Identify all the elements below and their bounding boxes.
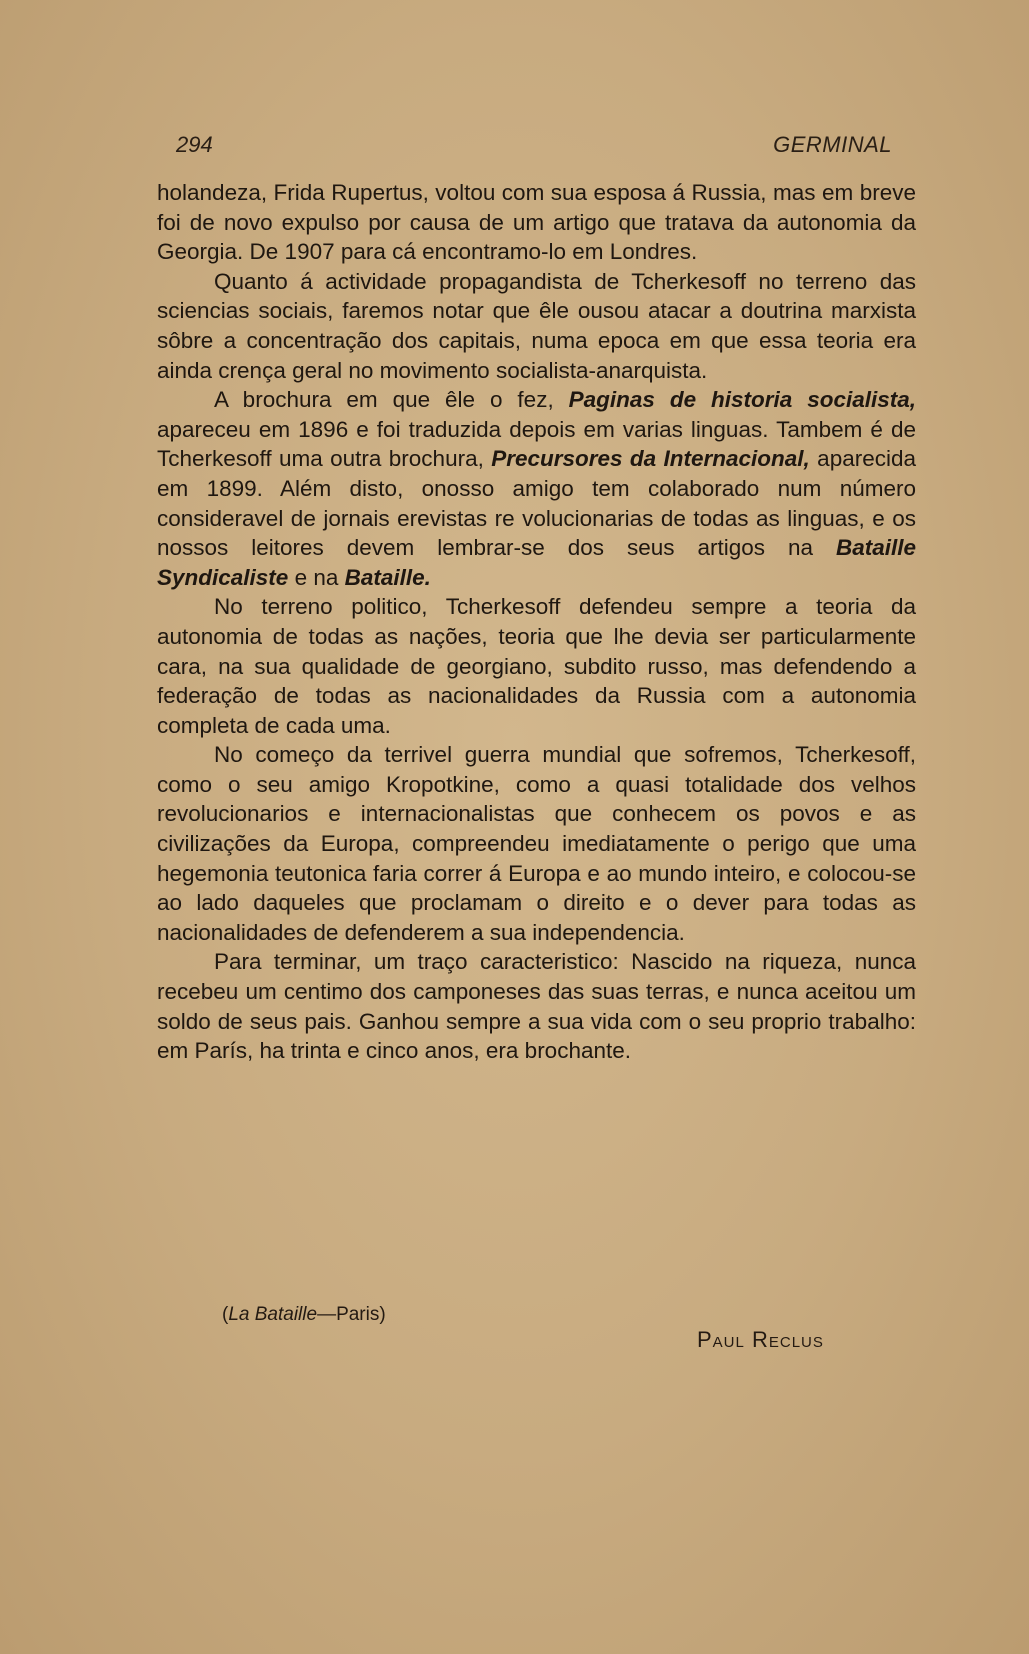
running-title: GERMINAL [773, 132, 892, 157]
page-header [176, 132, 892, 166]
body-text [157, 178, 916, 1066]
paragraph [157, 267, 916, 385]
text-run: e na [288, 564, 345, 590]
text-run: holandeza, Frida Rupertus, voltou com sua esposa á Russia, mas em breve foi de novo expulso por causa de um artigo que tratava da autonomia da Georgia. De 1907 para cá encontramo-lo em Londres. [157, 180, 916, 265]
source-journal: La Bataille [228, 1304, 318, 1325]
text-run: apareceu em 1896 e foi traduzida depois em varias linguas. Tambem é de Tcherkesoff uma outra brochura, [157, 416, 916, 472]
source-city: —Paris) [317, 1304, 386, 1325]
text-run: A brochura em que êle o fez, [214, 387, 569, 413]
italic-title: Bataille. [344, 564, 431, 590]
source-open-paren: ( [222, 1304, 229, 1325]
author-signature: Paul Reclus [697, 1327, 824, 1352]
source-citation [222, 1304, 386, 1326]
text-run: Para terminar, um traço caracteristico: Nascido na riqueza, nunca recebeu um centimo dos camponeses das suas terras, e nunca aceitou um soldo de seus pais. Ganhou sempre a sua vida com o seu proprio trabalho: em París, ha trinta e cinco anos, era brochante. [157, 949, 916, 1064]
page-number: 294 [176, 132, 213, 157]
paragraph [157, 592, 916, 740]
text-run: No começo da terrivel guerra mundial que sofremos, Tcherkesoff, como o seu amigo Kropotkine, como a quasi totalidade dos velhos revolucionarios e internacionalistas que conhecem os povos e as civilizações da Europa, compreendeu imediatamente o perigo que uma hegemonia teutonica faria correr á Europa e ao mundo inteiro, e colocou-se ao lado daqueles que proclamam o direito e o dever para todas as nacionalidades de defenderem a sua independencia. [157, 742, 916, 945]
paragraph [157, 947, 916, 1065]
italic-title: Precursores da Internacional, [491, 446, 810, 472]
italic-title: Paginas de historia socialista, [568, 387, 917, 413]
paragraph [157, 385, 916, 592]
paragraph [157, 740, 916, 947]
text-run: No terreno politico, Tcherkesoff defendeu sempre a teoria da autonomia de todas as nações, teoria que lhe devia ser particularmente cara, na sua qualidade de georgiano, subdito russo, mas defendendo a federação de todas as nacionalidades da Russia com a autonomia completa de cada uma. [157, 594, 916, 738]
italic-title: Bataille Syndicaliste [157, 535, 916, 590]
paragraph [157, 178, 916, 267]
text-run: aparecida em 1899. Além disto, onosso amigo tem colaborado num número consideravel de jornais erevistas re volucionarias de todas as linguas, e os nossos leitores devem lembrar-se dos seus artigos na [157, 446, 916, 561]
text-run: Quanto á actividade propagandista de Tcherkesoff no terreno das sciencias sociais, faremos notar que êle ousou atacar a doutrina marxista sôbre a concentração dos capitais, numa epoca em que essa teoria era ainda crença geral no movimento socialista-anarquista. [157, 268, 916, 383]
